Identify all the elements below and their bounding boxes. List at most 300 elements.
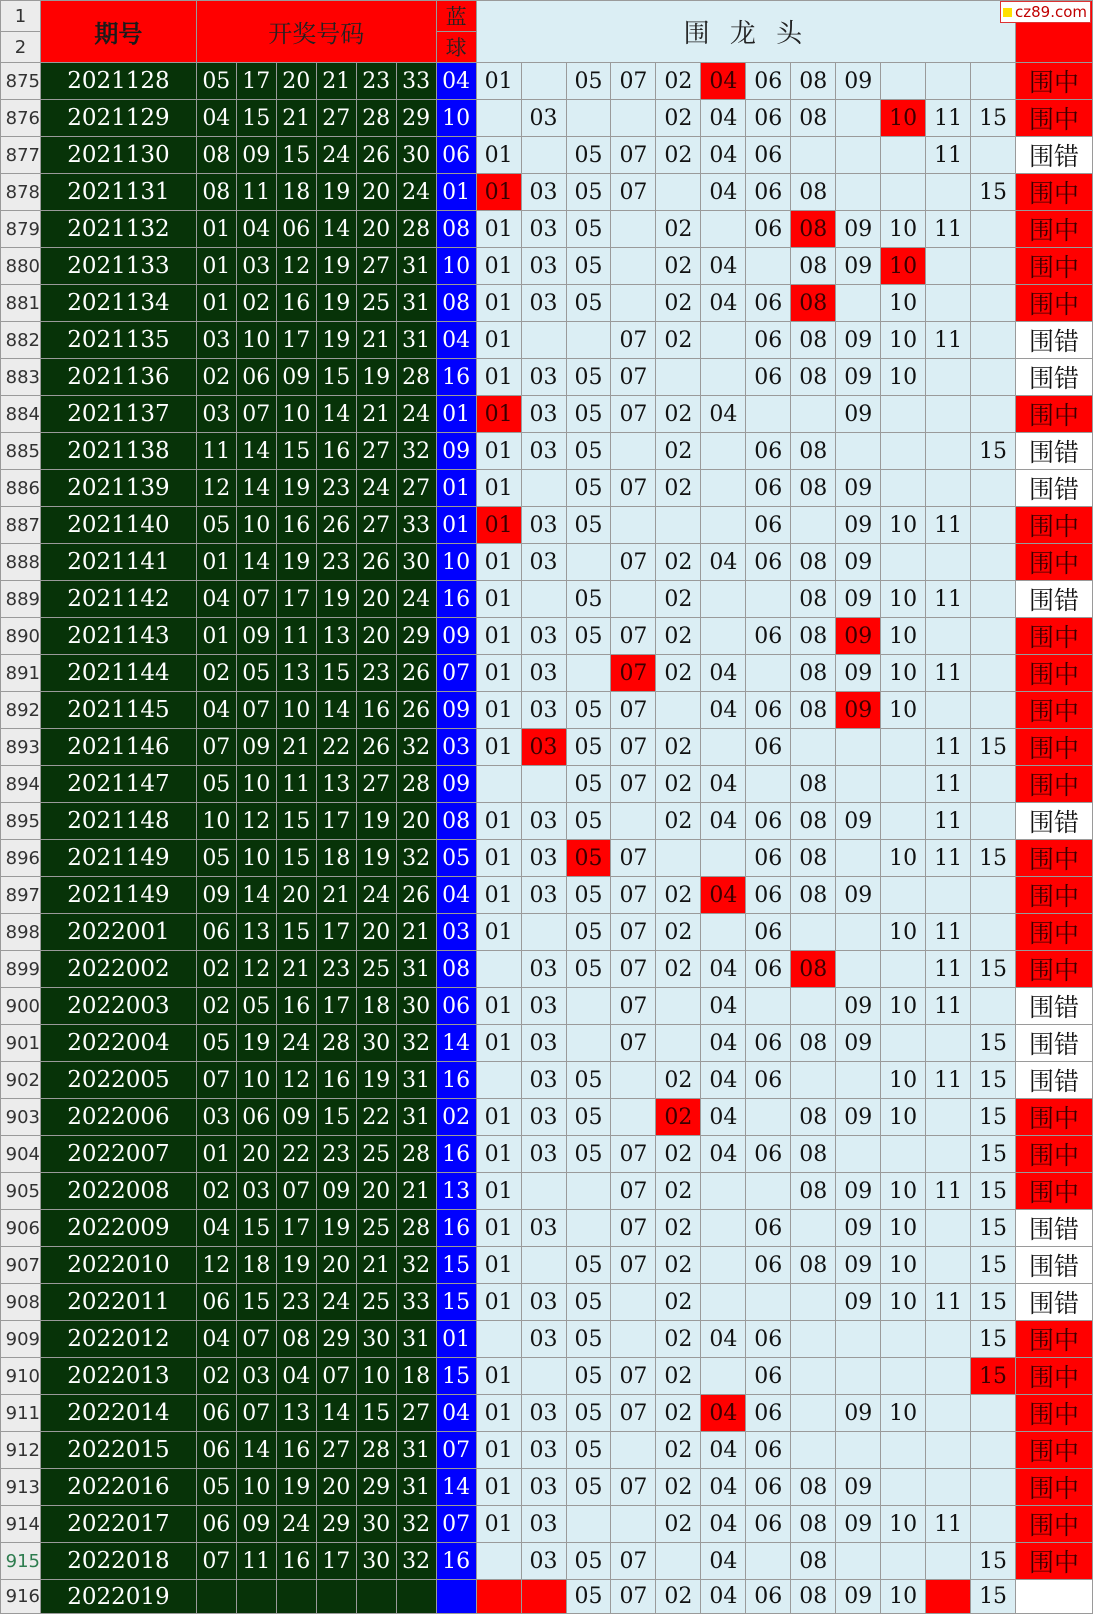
dragon-pick-cell[interactable]: 11 (926, 803, 971, 840)
dragon-pick-cell[interactable]: 10 (881, 507, 926, 544)
result-cell[interactable] (1016, 1580, 1093, 1614)
red-ball-cell[interactable]: 31 (396, 1062, 436, 1099)
dragon-pick-cell[interactable]: 03 (521, 1062, 566, 1099)
red-ball-cell[interactable]: 32 (396, 433, 436, 470)
dragon-pick-cell[interactable] (881, 1469, 926, 1506)
dragon-header[interactable]: 围 龙 头 (476, 1, 1015, 63)
dragon-pick-cell[interactable]: 03 (521, 1284, 566, 1321)
red-ball-cell[interactable]: 01 (196, 1136, 236, 1173)
red-ball-cell[interactable]: 09 (196, 877, 236, 914)
dragon-pick-cell[interactable]: 05 (566, 951, 611, 988)
red-ball-cell[interactable]: 27 (316, 1432, 356, 1469)
dragon-pick-cell[interactable]: 08 (791, 470, 836, 507)
dragon-pick-cell[interactable] (881, 1432, 926, 1469)
dragon-pick-cell[interactable]: 04 (701, 1543, 746, 1580)
row-number[interactable]: 877 (1, 137, 41, 174)
dragon-pick-cell[interactable]: 01 (476, 1432, 521, 1469)
red-ball-cell[interactable]: 24 (316, 137, 356, 174)
dragon-pick-cell[interactable] (926, 1025, 971, 1062)
dragon-pick-cell[interactable] (746, 1173, 791, 1210)
dragon-pick-cell[interactable] (881, 544, 926, 581)
red-ball-cell[interactable]: 07 (196, 729, 236, 766)
dragon-pick-cell[interactable]: 05 (566, 1062, 611, 1099)
red-ball-cell[interactable]: 17 (316, 1543, 356, 1580)
issue-cell[interactable]: 2022014 (40, 1395, 196, 1432)
dragon-pick-cell[interactable] (791, 1210, 836, 1247)
red-ball-cell[interactable]: 11 (276, 766, 316, 803)
issue-cell[interactable]: 2022009 (40, 1210, 196, 1247)
issue-cell[interactable]: 2021139 (40, 470, 196, 507)
result-cell[interactable]: 围错 (1016, 803, 1093, 840)
dragon-pick-cell[interactable]: 04 (701, 1321, 746, 1358)
row-number[interactable]: 875 (1, 63, 41, 100)
dragon-pick-cell[interactable]: 02 (656, 1173, 701, 1210)
dragon-pick-cell[interactable]: 01 (476, 137, 521, 174)
red-ball-cell[interactable]: 12 (236, 803, 276, 840)
dragon-pick-cell[interactable]: 03 (521, 248, 566, 285)
dragon-pick-cell[interactable]: 08 (791, 951, 836, 988)
dragon-pick-cell[interactable]: 10 (881, 359, 926, 396)
red-ball-cell[interactable] (236, 1580, 276, 1614)
red-ball-cell[interactable]: 12 (196, 1247, 236, 1284)
dragon-pick-cell[interactable]: 11 (926, 1173, 971, 1210)
dragon-pick-cell[interactable]: 06 (746, 1395, 791, 1432)
dragon-pick-cell[interactable] (791, 1284, 836, 1321)
red-ball-cell[interactable]: 23 (276, 1284, 316, 1321)
row-header-1[interactable]: 1 (1, 1, 41, 32)
blue-ball-cell[interactable]: 05 (436, 840, 476, 877)
dragon-pick-cell[interactable] (836, 1321, 881, 1358)
dragon-pick-cell[interactable] (971, 359, 1016, 396)
dragon-pick-cell[interactable]: 08 (791, 803, 836, 840)
dragon-pick-cell[interactable]: 09 (836, 1210, 881, 1247)
dragon-pick-cell[interactable]: 01 (476, 988, 521, 1025)
issue-cell[interactable]: 2022003 (40, 988, 196, 1025)
issue-cell[interactable]: 2021143 (40, 618, 196, 655)
dragon-pick-cell[interactable]: 04 (701, 1395, 746, 1432)
dragon-pick-cell[interactable]: 08 (791, 211, 836, 248)
dragon-pick-cell[interactable] (971, 470, 1016, 507)
red-ball-cell[interactable]: 11 (236, 174, 276, 211)
red-ball-cell[interactable]: 14 (236, 1432, 276, 1469)
dragon-pick-cell[interactable]: 06 (746, 433, 791, 470)
issue-cell[interactable]: 2021137 (40, 396, 196, 433)
dragon-pick-cell[interactable]: 10 (881, 1395, 926, 1432)
red-ball-cell[interactable]: 09 (236, 729, 276, 766)
red-ball-cell[interactable]: 21 (396, 1173, 436, 1210)
dragon-pick-cell[interactable]: 11 (926, 914, 971, 951)
issue-cell[interactable]: 2022001 (40, 914, 196, 951)
dragon-pick-cell[interactable]: 06 (746, 137, 791, 174)
dragon-pick-cell[interactable]: 07 (611, 63, 656, 100)
dragon-pick-cell[interactable]: 05 (566, 433, 611, 470)
issue-header[interactable]: 期号 (40, 1, 196, 63)
blue-ball-cell[interactable]: 06 (436, 988, 476, 1025)
row-number[interactable]: 889 (1, 581, 41, 618)
red-ball-cell[interactable]: 27 (356, 433, 396, 470)
dragon-pick-cell[interactable]: 01 (476, 914, 521, 951)
result-cell[interactable]: 围中 (1016, 63, 1093, 100)
dragon-pick-cell[interactable] (656, 359, 701, 396)
dragon-pick-cell[interactable]: 15 (971, 1247, 1016, 1284)
red-ball-cell[interactable]: 20 (316, 1247, 356, 1284)
dragon-pick-cell[interactable] (566, 1506, 611, 1543)
red-ball-cell[interactable]: 22 (276, 1136, 316, 1173)
red-ball-cell[interactable]: 14 (316, 396, 356, 433)
red-ball-cell[interactable]: 06 (196, 1432, 236, 1469)
red-ball-cell[interactable]: 10 (236, 507, 276, 544)
dragon-pick-cell[interactable]: 07 (611, 544, 656, 581)
red-ball-cell[interactable]: 19 (276, 1469, 316, 1506)
dragon-pick-cell[interactable]: 07 (611, 1358, 656, 1395)
dragon-pick-cell[interactable] (521, 581, 566, 618)
dragon-pick-cell[interactable]: 05 (566, 1543, 611, 1580)
red-ball-cell[interactable]: 30 (356, 1506, 396, 1543)
row-number[interactable]: 909 (1, 1321, 41, 1358)
dragon-pick-cell[interactable]: 01 (476, 211, 521, 248)
dragon-pick-cell[interactable]: 02 (656, 396, 701, 433)
dragon-pick-cell[interactable]: 05 (566, 137, 611, 174)
red-ball-cell[interactable]: 01 (196, 211, 236, 248)
red-ball-cell[interactable]: 26 (356, 137, 396, 174)
dragon-pick-cell[interactable]: 11 (926, 137, 971, 174)
red-ball-cell[interactable]: 19 (316, 248, 356, 285)
dragon-pick-cell[interactable] (611, 211, 656, 248)
blue-ball-cell[interactable]: 13 (436, 1173, 476, 1210)
dragon-pick-cell[interactable]: 02 (656, 1062, 701, 1099)
dragon-pick-cell[interactable]: 04 (701, 655, 746, 692)
dragon-pick-cell[interactable] (881, 137, 926, 174)
result-cell[interactable]: 围错 (1016, 581, 1093, 618)
dragon-pick-cell[interactable] (656, 840, 701, 877)
dragon-pick-cell[interactable]: 02 (656, 63, 701, 100)
red-ball-cell[interactable]: 24 (276, 1025, 316, 1062)
dragon-pick-cell[interactable]: 05 (566, 1469, 611, 1506)
dragon-pick-cell[interactable] (881, 766, 926, 803)
red-ball-cell[interactable]: 19 (276, 544, 316, 581)
red-ball-cell[interactable]: 03 (196, 322, 236, 359)
dragon-pick-cell[interactable]: 05 (566, 1432, 611, 1469)
result-cell[interactable]: 围中 (1016, 877, 1093, 914)
dragon-pick-cell[interactable]: 07 (611, 692, 656, 729)
red-ball-cell[interactable]: 05 (196, 507, 236, 544)
dragon-pick-cell[interactable]: 05 (566, 729, 611, 766)
red-ball-cell[interactable]: 21 (356, 322, 396, 359)
dragon-pick-cell[interactable]: 07 (611, 1543, 656, 1580)
dragon-pick-cell[interactable]: 01 (476, 1210, 521, 1247)
dragon-pick-cell[interactable]: 09 (836, 655, 881, 692)
dragon-pick-cell[interactable]: 02 (656, 285, 701, 322)
red-ball-cell[interactable]: 13 (316, 766, 356, 803)
red-ball-cell[interactable]: 22 (356, 1099, 396, 1136)
result-cell[interactable]: 围中 (1016, 1358, 1093, 1395)
red-ball-cell[interactable]: 31 (396, 285, 436, 322)
blue-ball-cell[interactable] (436, 1580, 476, 1614)
dragon-pick-cell[interactable]: 09 (836, 322, 881, 359)
dragon-pick-cell[interactable]: 02 (656, 1321, 701, 1358)
red-ball-cell[interactable]: 12 (236, 951, 276, 988)
blue-ball-cell[interactable]: 08 (436, 285, 476, 322)
dragon-pick-cell[interactable] (836, 1432, 881, 1469)
dragon-pick-cell[interactable]: 11 (926, 1062, 971, 1099)
red-ball-cell[interactable]: 14 (316, 692, 356, 729)
red-ball-cell[interactable]: 06 (196, 1506, 236, 1543)
red-ball-cell[interactable]: 04 (196, 100, 236, 137)
dragon-pick-cell[interactable] (701, 840, 746, 877)
dragon-pick-cell[interactable]: 11 (926, 840, 971, 877)
dragon-pick-cell[interactable] (746, 396, 791, 433)
dragon-pick-cell[interactable]: 05 (566, 914, 611, 951)
dragon-pick-cell[interactable]: 04 (701, 1099, 746, 1136)
row-number[interactable]: 884 (1, 396, 41, 433)
dragon-pick-cell[interactable]: 08 (791, 618, 836, 655)
dragon-pick-cell[interactable] (521, 1247, 566, 1284)
dragon-pick-cell[interactable]: 10 (881, 581, 926, 618)
dragon-pick-cell[interactable]: 09 (836, 1469, 881, 1506)
dragon-pick-cell[interactable] (926, 433, 971, 470)
blue-ball-cell[interactable]: 03 (436, 729, 476, 766)
red-ball-cell[interactable]: 21 (396, 914, 436, 951)
dragon-pick-cell[interactable]: 08 (791, 1099, 836, 1136)
red-ball-cell[interactable]: 13 (236, 914, 276, 951)
dragon-pick-cell[interactable] (476, 766, 521, 803)
row-number[interactable]: 878 (1, 174, 41, 211)
row-number[interactable]: 879 (1, 211, 41, 248)
dragon-pick-cell[interactable]: 09 (836, 1284, 881, 1321)
issue-cell[interactable]: 2021131 (40, 174, 196, 211)
blue-ball-cell[interactable]: 08 (436, 951, 476, 988)
dragon-pick-cell[interactable] (836, 1543, 881, 1580)
dragon-pick-cell[interactable]: 03 (521, 692, 566, 729)
red-ball-cell[interactable]: 30 (396, 137, 436, 174)
result-cell[interactable]: 围中 (1016, 840, 1093, 877)
dragon-pick-cell[interactable] (881, 877, 926, 914)
red-ball-cell[interactable]: 13 (276, 1395, 316, 1432)
dragon-pick-cell[interactable]: 06 (746, 803, 791, 840)
issue-cell[interactable]: 2022017 (40, 1506, 196, 1543)
row-number[interactable]: 894 (1, 766, 41, 803)
red-ball-cell[interactable]: 23 (316, 470, 356, 507)
row-number[interactable]: 890 (1, 618, 41, 655)
dragon-pick-cell[interactable]: 04 (701, 100, 746, 137)
dragon-pick-cell[interactable]: 11 (926, 322, 971, 359)
red-ball-cell[interactable]: 10 (236, 1469, 276, 1506)
dragon-pick-cell[interactable]: 05 (566, 766, 611, 803)
red-ball-cell[interactable]: 15 (236, 1284, 276, 1321)
dragon-pick-cell[interactable] (521, 914, 566, 951)
dragon-pick-cell[interactable]: 03 (521, 1506, 566, 1543)
red-ball-cell[interactable]: 10 (236, 840, 276, 877)
red-ball-cell[interactable]: 28 (356, 1432, 396, 1469)
dragon-pick-cell[interactable] (791, 729, 836, 766)
dragon-pick-cell[interactable]: 06 (746, 470, 791, 507)
dragon-pick-cell[interactable] (926, 248, 971, 285)
result-cell[interactable]: 围中 (1016, 211, 1093, 248)
row-number[interactable]: 899 (1, 951, 41, 988)
issue-cell[interactable]: 2021128 (40, 63, 196, 100)
red-ball-cell[interactable]: 26 (396, 655, 436, 692)
blue-ball-cell[interactable]: 10 (436, 248, 476, 285)
result-cell[interactable]: 围中 (1016, 544, 1093, 581)
dragon-pick-cell[interactable] (701, 914, 746, 951)
row-number[interactable]: 916 (1, 1580, 41, 1614)
dragon-pick-cell[interactable]: 05 (566, 507, 611, 544)
red-ball-cell[interactable]: 10 (236, 1062, 276, 1099)
dragon-pick-cell[interactable]: 10 (881, 692, 926, 729)
result-cell[interactable]: 围中 (1016, 174, 1093, 211)
dragon-pick-cell[interactable]: 07 (611, 840, 656, 877)
issue-cell[interactable]: 2021147 (40, 766, 196, 803)
red-ball-cell[interactable]: 11 (196, 433, 236, 470)
dragon-pick-cell[interactable] (521, 1173, 566, 1210)
dragon-pick-cell[interactable] (926, 544, 971, 581)
red-ball-cell[interactable]: 19 (276, 470, 316, 507)
dragon-pick-cell[interactable]: 08 (791, 359, 836, 396)
red-ball-cell[interactable]: 21 (316, 63, 356, 100)
dragon-pick-cell[interactable]: 10 (881, 1210, 926, 1247)
red-ball-cell[interactable] (396, 1580, 436, 1614)
issue-cell[interactable]: 2021140 (40, 507, 196, 544)
red-ball-cell[interactable]: 17 (276, 1210, 316, 1247)
red-ball-cell[interactable]: 24 (356, 877, 396, 914)
red-ball-cell[interactable]: 31 (396, 1432, 436, 1469)
dragon-pick-cell[interactable]: 08 (791, 1247, 836, 1284)
dragon-pick-cell[interactable]: 09 (836, 1506, 881, 1543)
red-ball-cell[interactable]: 07 (236, 1395, 276, 1432)
dragon-pick-cell[interactable]: 05 (566, 1395, 611, 1432)
dragon-pick-cell[interactable] (926, 470, 971, 507)
row-number[interactable]: 893 (1, 729, 41, 766)
dragon-pick-cell[interactable] (971, 988, 1016, 1025)
dragon-pick-cell[interactable]: 10 (881, 285, 926, 322)
dragon-pick-cell[interactable] (926, 1580, 971, 1614)
red-ball-cell[interactable]: 31 (396, 248, 436, 285)
dragon-pick-cell[interactable]: 11 (926, 1506, 971, 1543)
red-ball-cell[interactable]: 02 (236, 285, 276, 322)
dragon-pick-cell[interactable] (746, 581, 791, 618)
issue-cell[interactable]: 2021148 (40, 803, 196, 840)
dragon-pick-cell[interactable]: 05 (566, 618, 611, 655)
issue-cell[interactable]: 2022011 (40, 1284, 196, 1321)
dragon-pick-cell[interactable]: 04 (701, 1025, 746, 1062)
row-header-2[interactable]: 2 (1, 32, 41, 63)
result-cell[interactable]: 围中 (1016, 248, 1093, 285)
dragon-pick-cell[interactable] (791, 137, 836, 174)
dragon-pick-cell[interactable] (521, 1358, 566, 1395)
dragon-pick-cell[interactable]: 08 (791, 285, 836, 322)
red-ball-cell[interactable]: 07 (236, 692, 276, 729)
red-ball-cell[interactable]: 23 (316, 1136, 356, 1173)
red-ball-cell[interactable]: 20 (276, 877, 316, 914)
dragon-pick-cell[interactable]: 01 (476, 877, 521, 914)
row-number[interactable]: 907 (1, 1247, 41, 1284)
dragon-pick-cell[interactable]: 01 (476, 1025, 521, 1062)
dragon-pick-cell[interactable] (926, 1210, 971, 1247)
red-ball-cell[interactable]: 19 (356, 359, 396, 396)
dragon-pick-cell[interactable]: 07 (611, 618, 656, 655)
red-ball-cell[interactable]: 28 (396, 1136, 436, 1173)
row-number[interactable]: 891 (1, 655, 41, 692)
row-number[interactable]: 885 (1, 433, 41, 470)
dragon-pick-cell[interactable]: 08 (791, 655, 836, 692)
red-ball-cell[interactable]: 25 (356, 1136, 396, 1173)
red-ball-cell[interactable]: 15 (276, 137, 316, 174)
dragon-pick-cell[interactable]: 15 (971, 1284, 1016, 1321)
dragon-pick-cell[interactable] (881, 1543, 926, 1580)
red-ball-cell[interactable]: 14 (236, 470, 276, 507)
dragon-pick-cell[interactable]: 02 (656, 470, 701, 507)
dragon-pick-cell[interactable]: 03 (521, 988, 566, 1025)
dragon-pick-cell[interactable]: 07 (611, 1136, 656, 1173)
dragon-pick-cell[interactable]: 03 (521, 877, 566, 914)
red-ball-cell[interactable]: 10 (196, 803, 236, 840)
dragon-pick-cell[interactable]: 01 (476, 1395, 521, 1432)
dragon-pick-cell[interactable]: 08 (791, 433, 836, 470)
red-ball-cell[interactable]: 09 (236, 137, 276, 174)
red-ball-cell[interactable]: 02 (196, 951, 236, 988)
red-ball-cell[interactable]: 16 (276, 1543, 316, 1580)
red-ball-cell[interactable]: 04 (276, 1358, 316, 1395)
red-ball-cell[interactable]: 21 (276, 951, 316, 988)
red-ball-cell[interactable]: 30 (356, 1025, 396, 1062)
dragon-pick-cell[interactable]: 03 (521, 544, 566, 581)
dragon-pick-cell[interactable] (926, 359, 971, 396)
blue-header-bottom[interactable]: 球 (436, 32, 476, 63)
dragon-pick-cell[interactable]: 06 (746, 100, 791, 137)
dragon-pick-cell[interactable] (791, 1358, 836, 1395)
dragon-pick-cell[interactable]: 03 (521, 729, 566, 766)
result-cell[interactable]: 围中 (1016, 618, 1093, 655)
red-ball-cell[interactable]: 18 (236, 1247, 276, 1284)
dragon-pick-cell[interactable]: 04 (701, 137, 746, 174)
red-ball-cell[interactable]: 14 (316, 1395, 356, 1432)
red-ball-cell[interactable]: 03 (236, 1173, 276, 1210)
result-cell[interactable]: 围中 (1016, 692, 1093, 729)
dragon-pick-cell[interactable]: 06 (746, 877, 791, 914)
red-ball-cell[interactable]: 05 (236, 655, 276, 692)
dragon-pick-cell[interactable]: 01 (476, 470, 521, 507)
red-ball-cell[interactable]: 17 (276, 322, 316, 359)
dragon-pick-cell[interactable] (926, 692, 971, 729)
dragon-pick-cell[interactable] (746, 766, 791, 803)
dragon-pick-cell[interactable] (836, 1358, 881, 1395)
dragon-pick-cell[interactable]: 11 (926, 507, 971, 544)
dragon-pick-cell[interactable] (971, 507, 1016, 544)
red-ball-cell[interactable]: 03 (196, 396, 236, 433)
red-ball-cell[interactable]: 08 (196, 137, 236, 174)
dragon-pick-cell[interactable]: 02 (656, 766, 701, 803)
red-ball-cell[interactable]: 19 (356, 1062, 396, 1099)
row-number[interactable]: 898 (1, 914, 41, 951)
row-number[interactable]: 905 (1, 1173, 41, 1210)
dragon-pick-cell[interactable]: 06 (746, 63, 791, 100)
row-number[interactable]: 911 (1, 1395, 41, 1432)
dragon-pick-cell[interactable]: 01 (476, 1247, 521, 1284)
dragon-pick-cell[interactable]: 01 (476, 544, 521, 581)
dragon-pick-cell[interactable]: 04 (701, 544, 746, 581)
row-number[interactable]: 882 (1, 322, 41, 359)
blue-ball-cell[interactable]: 04 (436, 63, 476, 100)
dragon-pick-cell[interactable] (836, 1136, 881, 1173)
dragon-pick-cell[interactable]: 02 (656, 100, 701, 137)
dragon-pick-cell[interactable]: 05 (566, 840, 611, 877)
dragon-pick-cell[interactable] (836, 914, 881, 951)
issue-cell[interactable]: 2022002 (40, 951, 196, 988)
red-ball-cell[interactable]: 10 (276, 396, 316, 433)
dragon-pick-cell[interactable]: 06 (746, 951, 791, 988)
dragon-pick-cell[interactable] (701, 433, 746, 470)
dragon-pick-cell[interactable]: 06 (746, 285, 791, 322)
